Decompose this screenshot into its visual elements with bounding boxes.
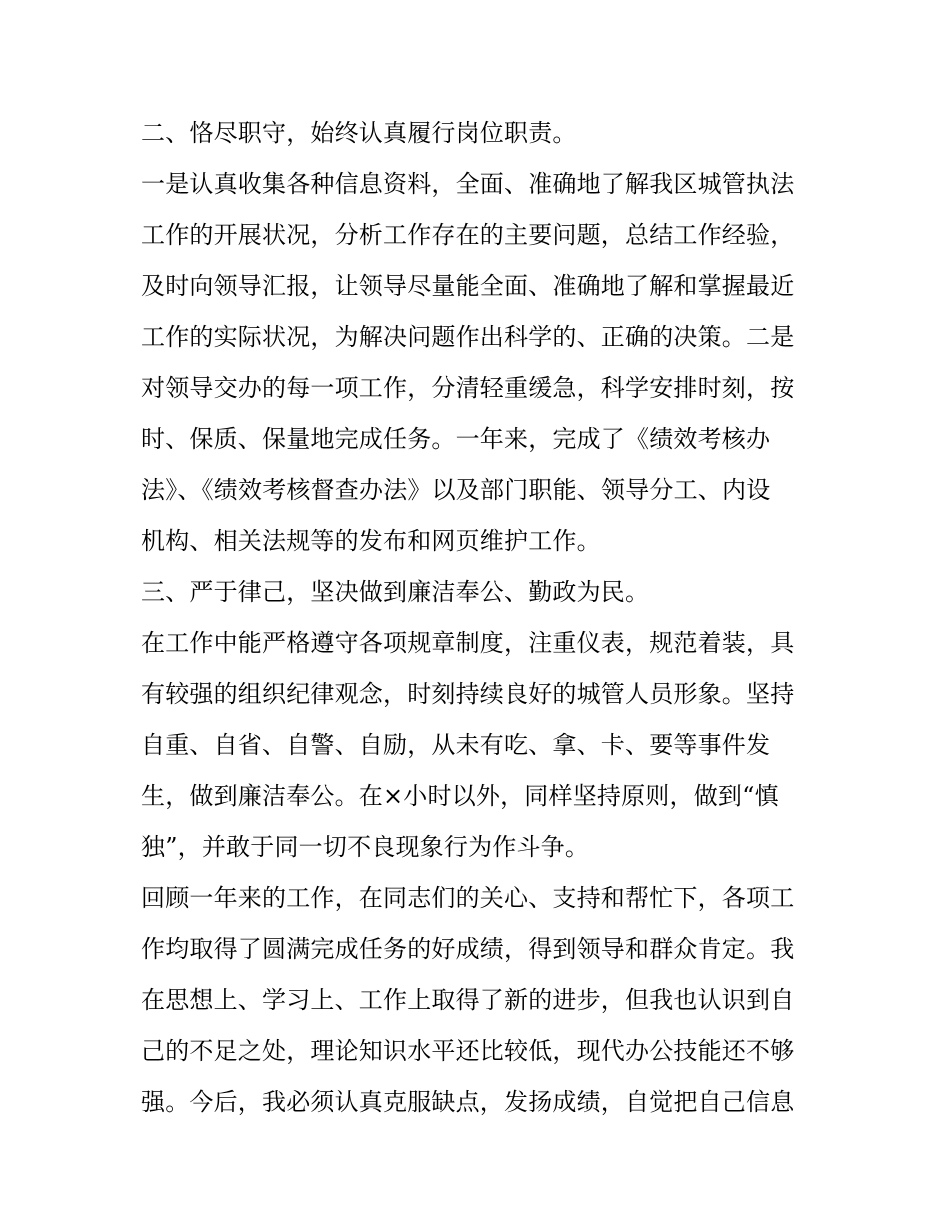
paragraph-line: 机构、相关法规等的发布和网页维护工作。 [141,527,601,555]
paragraph-line: 在思想上、学习上、工作上取得了新的进步，但我也认识到自 [141,986,795,1014]
paragraph-line: 自重、自省、自警、自励，从未有吃、拿、卡、要等事件发 [141,731,771,759]
paragraph-line: 回顾一年来的工作，在同志们的关心、支持和帮忙下，各项工 [141,884,795,912]
paragraph-line: 时、保质、保量地完成任务。一年来，完成了《绩效考核办 [141,425,771,453]
paragraph-line: 己的不足之处，理论知识水平还比较低，现代办公技能还不够 [141,1037,795,1065]
paragraph-line: 一是认真收集各种信息资料，全面、准确地了解我区城管执法 [141,170,795,198]
section-heading-2: 二、恪尽职守，始终认真履行岗位职责。 [141,119,577,147]
paragraph-line: 生，做到廉洁奉公。在×小时以外，同样坚持原则，做到“慎 [141,782,779,810]
paragraph-line: 工作的开展状况，分析工作存在的主要问题，总结工作经验， [141,221,795,249]
paragraph-line: 独”，并敢于同一切不良现象行为作斗争。 [141,833,590,861]
paragraph-line: 在工作中能严格遵守各项规章制度，注重仪表，规范着装，具 [141,629,795,657]
document-body [141,108,813,1128]
paragraph-line: 工作的实际状况，为解决问题作出科学的、正确的决策。二是 [141,323,795,351]
paragraph-line: 及时向领导汇报，让领导尽量能全面、准确地了解和掌握最近 [141,272,795,300]
section-heading-3: 三、严于律己，坚决做到廉洁奉公、勤政为民。 [141,578,650,606]
paragraph-line: 对领导交办的每一项工作，分清轻重缓急，科学安排时刻，按 [141,374,795,402]
paragraph-line: 作均取得了圆满完成任务的好成绩，得到领导和群众肯定。我 [141,935,795,963]
paragraph-line: 法》、《绩效考核督查办法》以及部门职能、领导分工、内设 [141,476,771,504]
paragraph-line: 有较强的组织纪律观念，时刻持续良好的城管人员形象。坚持 [141,680,795,708]
paragraph-line: 强。今后，我必须认真克服缺点，发扬成绩，自觉把自己信息 [141,1088,795,1116]
